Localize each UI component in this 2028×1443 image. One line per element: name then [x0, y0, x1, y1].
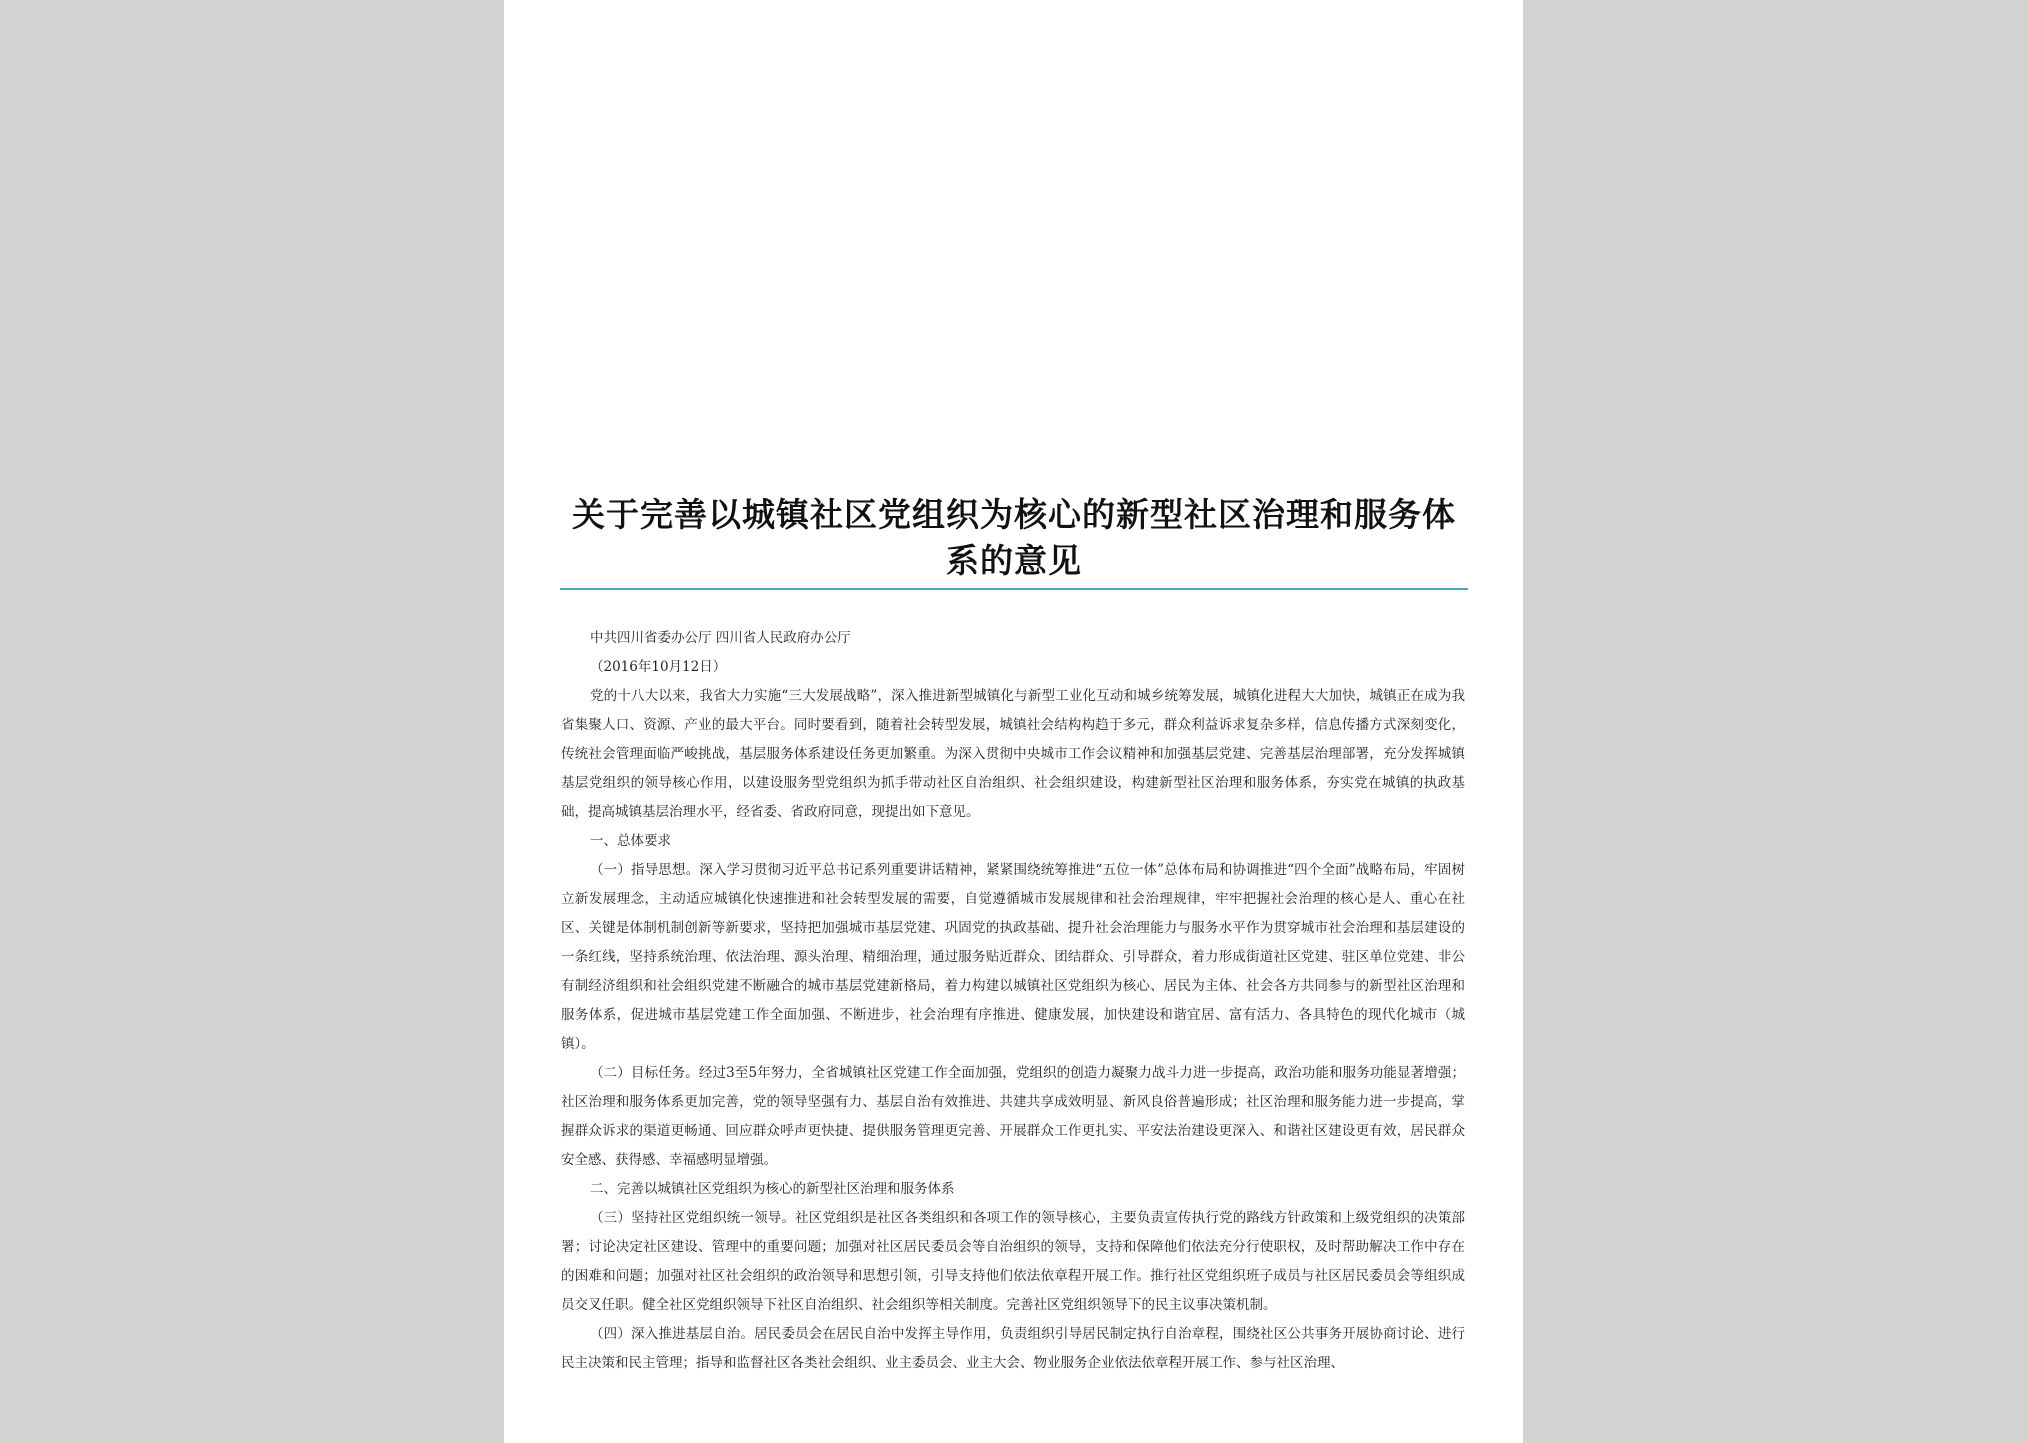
- paragraph: （四）深入推进基层自治。居民委员会在居民自治中发挥主导作用，负责组织引导居民制定执行自治章程，围绕社区公共事务开展协商讨论、进行民主决策和民主管理；指导和监督社区各类社会组织、业主委员会、业主大会、物业服务企业依法依章程开展工作、参与社区治理、: [561, 1326, 1465, 1371]
- document-body: [561, 624, 1465, 1378]
- issuer-line: 中共四川省委办公厅 四川省人民政府办公厅: [590, 630, 851, 646]
- paragraph: 党的十八大以来，我省大力实施“三大发展战略”，深入推进新型城镇化与新型工业化互动和城乡统筹发展，城镇化进程大大加快，城镇正在成为我省集聚人口、资源、产业的最大平台。同时要看到，随着社会转型发展，城镇社会结构构趋于多元，群众利益诉求复杂多样，信息传播方式深刻变化，传统社会管理面临严峻挑战，基层服务体系建设任务更加繁重。为深入贯彻中央城市工作会议精神和加强基层党建、完善基层治理部署，充分发挥城镇基层党组织的领导核心作用，以建设服务型党组织为抓手带动社区自治组织、社会组织建设，构建新型社区治理和服务体系，夯实党在城镇的执政基础，提高城镇基层治理水平，经省委、省政府同意，现提出如下意见。: [561, 688, 1465, 820]
- date-line: （2016年10月12日）: [590, 659, 727, 675]
- paragraph: （三）坚持社区党组织统一领导。社区党组织是社区各类组织和各项工作的领导核心，主要负责宣传执行党的路线方针政策和上级党组织的决策部署；讨论决定社区建设、管理中的重要问题；加强对社区居民委员会等自治组织的领导，支持和保障他们依法充分行使职权，及时帮助解决工作中存在的困难和问题；加强对社区社会组织的政治领导和思想引领，引导支持他们依法依章程开展工作。推行社区党组织班子成员与社区居民委员会等组织成员交叉任职。健全社区党组织领导下社区自治组织、社会组织等相关制度。完善社区党组织领导下的民主议事决策机制。: [561, 1210, 1465, 1313]
- section-heading: 二、完善以城镇社区党组织为核心的新型社区治理和服务体系: [590, 1181, 955, 1197]
- document-title: 关于完善以城镇社区党组织为核心的新型社区治理和服务体系的意见: [572, 495, 1456, 580]
- title-divider: [560, 588, 1468, 590]
- paragraph: （一）指导思想。深入学习贯彻习近平总书记系列重要讲话精神，紧紧围绕统筹推进“五位一体”总体布局和协调推进“四个全面”战略布局，牢固树立新发展理念，主动适应城镇化快速推进和社会转型发展的需要，自觉遵循城市发展规律和社会治理规律，牢牢把握社会治理的核心是人、重心在社区、关键是体制机制创新等新要求，坚持把加强城市基层党建、巩固党的执政基础、提升社会治理能力与服务水平作为贯穿城市社会治理和基层建设的一条红线，坚持系统治理、依法治理、源头治理、精细治理，通过服务贴近群众、团结群众、引导群众，着力形成街道社区党建、驻区单位党建、非公有制经济组织和社会组织党建不断融合的城市基层党建新格局，着力构建以城镇社区党组织为核心、居民为主体、社会各方共同参与的新型社区治理和服务体系，促进城市基层党建工作全面加强、不断进步，社会治理有序推进、健康发展，加快建设和谐宜居、富有活力、各具特色的现代化城市（城镇）。: [561, 862, 1465, 1052]
- paragraph: （二）目标任务。经过3至5年努力，全省城镇社区党建工作全面加强，党组织的创造力凝聚力战斗力进一步提高，政治功能和服务功能显著增强；社区治理和服务体系更加完善，党的领导坚强有力、基层自治有效推进、共建共享成效明显、新风良俗普遍形成；社区治理和服务能力进一步提高，掌握群众诉求的渠道更畅通、回应群众呼声更快捷、提供服务管理更完善、开展群众工作更扎实、平安法治建设更深入、和谐社区建设更有效，居民群众安全感、获得感、幸福感明显增强。: [561, 1065, 1465, 1168]
- section-heading: 一、总体要求: [590, 833, 671, 849]
- document-page: [504, 0, 1523, 1443]
